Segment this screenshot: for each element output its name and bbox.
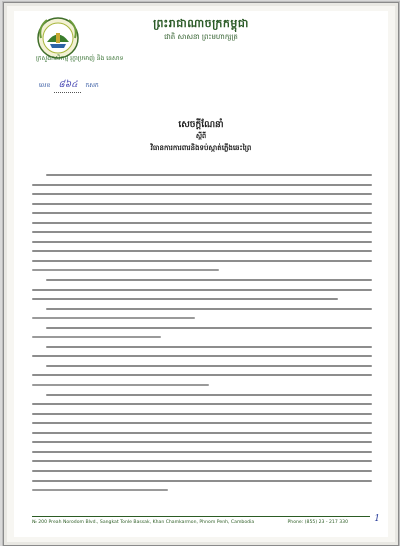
body-line bbox=[32, 422, 372, 424]
body-line bbox=[32, 432, 372, 434]
body-line bbox=[32, 480, 372, 482]
body-line bbox=[32, 184, 372, 186]
body-line bbox=[32, 489, 168, 491]
body-line bbox=[32, 336, 161, 338]
body-line bbox=[46, 394, 372, 396]
body-line bbox=[32, 260, 372, 262]
body-line bbox=[32, 212, 372, 214]
reference-number-line bbox=[39, 79, 99, 93]
document-topic: វិធានការការពារនិងទប់ស្កាត់ភ្លើងឆេះព្រៃ bbox=[150, 144, 252, 152]
ministry-name: ក្រសួងកសិកម្ម រុក្ខាប្រមាញ់ និង នេសាទ bbox=[36, 55, 124, 62]
body-line bbox=[32, 222, 372, 224]
body-line bbox=[32, 317, 195, 319]
body-line bbox=[32, 384, 209, 386]
body-line bbox=[32, 374, 372, 376]
kingdom-title: ព្រះរាជាណាចក្រកម្ពុជា bbox=[153, 17, 249, 30]
body-line bbox=[32, 403, 372, 405]
document-title: សេចក្តីណែនាំ bbox=[178, 120, 224, 130]
footer-phone: Phone: (855) 23 - 217 330 bbox=[287, 520, 348, 525]
reference-number: ៨៦៤ bbox=[54, 79, 81, 93]
document-body bbox=[32, 174, 372, 499]
document-page bbox=[14, 11, 388, 537]
body-line bbox=[32, 269, 219, 271]
footer-divider bbox=[32, 516, 370, 517]
national-motto: ជាតិ សាសនា ព្រះមហាក្សត្រ bbox=[164, 33, 238, 41]
body-line bbox=[46, 346, 372, 348]
body-line bbox=[32, 355, 372, 357]
body-line bbox=[46, 327, 372, 329]
body-line bbox=[32, 193, 372, 195]
reference-prefix: លេខ bbox=[39, 82, 51, 89]
footer-address: № 200 Preah Norodom Blvd., Sangkat Tonle Bassak, Khan Chamkarmon, Phnom Penh, Cambodia bbox=[32, 520, 255, 525]
body-line bbox=[46, 279, 372, 281]
body-line bbox=[46, 308, 372, 310]
reference-suffix: កសក bbox=[85, 82, 99, 89]
body-line bbox=[32, 231, 372, 233]
body-line bbox=[32, 298, 338, 300]
body-line bbox=[46, 174, 372, 176]
body-line bbox=[32, 241, 372, 243]
document-frame bbox=[3, 2, 399, 546]
page-number: 1 bbox=[374, 514, 380, 524]
document-subtitle: ស្តីពី bbox=[195, 132, 207, 140]
body-line bbox=[32, 441, 372, 443]
body-line bbox=[32, 289, 372, 291]
body-line bbox=[32, 203, 372, 205]
body-line bbox=[32, 250, 372, 252]
body-line bbox=[32, 470, 372, 472]
body-line bbox=[32, 413, 372, 415]
body-line bbox=[32, 451, 372, 453]
body-line bbox=[32, 460, 372, 462]
body-line bbox=[46, 365, 372, 367]
